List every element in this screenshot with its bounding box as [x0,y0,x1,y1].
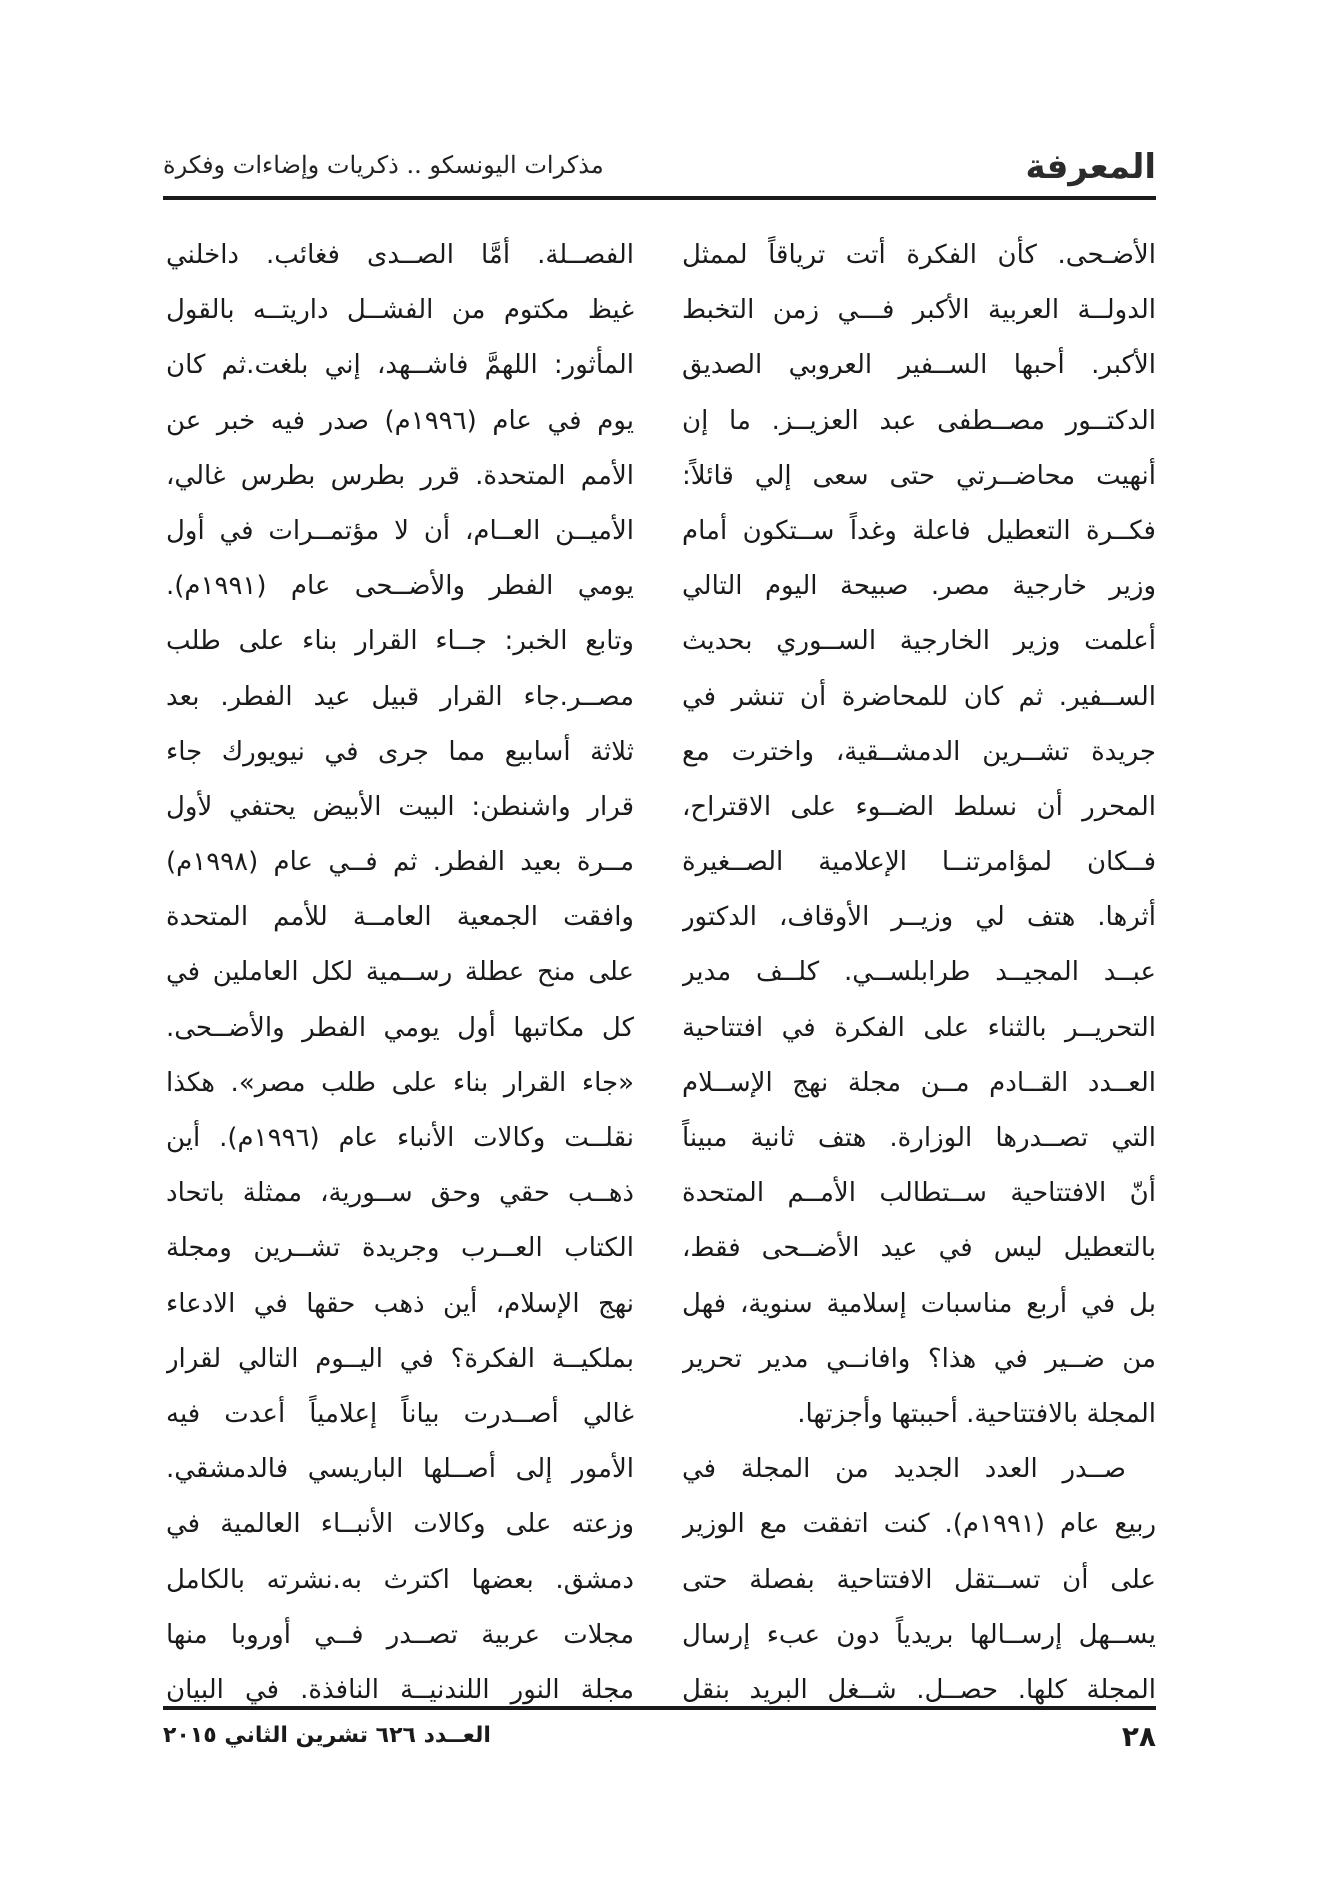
text-line: دمشق. بعضها اكترث به.نشرته بالكامل [166,1564,634,1595]
text-line: من ضــير في هذا؟ وافانــي مدير تحرير [682,1343,1156,1374]
text-line: بالتعطيل ليس في عيد الأضــحى فقط، [682,1233,1156,1264]
text-line: وافقت الجمعية العامــة للأمم المتحدة [166,902,634,933]
text-line: فــكان لمؤامرتنــا الإعلامية الصــغيرة [682,847,1156,878]
page-header [163,145,1156,195]
text-line: الدكتــور مصــطفى عبد العزيــز. ما إن [682,405,1156,436]
right-text-column [682,228,1156,1718]
text-line: مصــر.جاء القرار قبيل عيد الفطر. بعد [166,681,634,712]
text-line: الأمور إلى أصــلها الباريسي فالدمشقي. [166,1454,634,1485]
text-line: بل في أربع مناسبات إسلامية سنوية، فهل [682,1288,1156,1319]
text-line: وزير خارجية مصر. صبيحة اليوم التالي [682,571,1156,602]
text-line: الأمم المتحدة. قرر بطرس بطرس غالي، [166,460,634,491]
text-line: يوم في عام (١٩٩٦م) صدر فيه خبر عن [166,405,634,436]
text-line: المأثور: اللهمَّ فاشــهد، إني بلغت.ثم كان [166,350,634,381]
text-line: الدولــة العربية الأكبر فـــي زمن التخبط [682,295,1156,326]
text-line: العــدد القــادم مــن مجلة نهج الإســلام [682,1067,1156,1098]
text-line: أعلمت وزير الخارجية الســوري بحديث [682,626,1156,657]
text-line: ذهــب حقي وحق ســورية، ممثلة باتحاد [166,1178,634,1209]
text-line: ربيع عام (١٩٩١م). كنت اتفقت مع الوزير [682,1509,1156,1540]
text-line: الفصــلة. أمَّا الصــدى فغائب. داخلني [166,240,634,270]
text-line: فكــرة التعطيل فاعلة وغداً ســتكون أمام [682,515,1156,546]
text-line: عبــد المجيــد طرابلســي. كلــف مدير [682,957,1156,988]
text-line: يســهل إرســالها بريدياً دون عبء إرسال [682,1619,1156,1650]
text-line: وزعته على وكالات الأنبــاء العالمية في [166,1509,634,1540]
left-text-column [166,228,634,1718]
text-line: الأميــن العــام، أن لا مؤتمــرات في أول [166,515,634,546]
text-line: جريدة تشــرين الدمشــقية، واخترت مع [682,736,1156,767]
text-line: قرار واشنطن: البيت الأبيض يحتفي لأول [166,791,634,822]
header-divider [163,196,1156,200]
text-line: أثرها. هتف لي وزيــر الأوقاف، الدكتور [682,902,1156,933]
text-line: مــرة بعيد الفطر. ثم فــي عام (١٩٩٨م) [166,847,634,878]
text-line: غيظ مكتوم من الفشــل داريتــه بالقول [166,295,634,326]
text-line: على أن تســتقل الافتتاحية بفصلة حتى [682,1564,1156,1595]
text-line: نهج الإسلام، أين ذهب حقها في الادعاء [166,1288,634,1319]
text-line: المجلة كلها. حصــل. شــغل البريد بنقل [682,1674,1156,1705]
magazine-logo: المعرفة [1025,147,1156,187]
text-line: الأضـحى. كأن الفكرة أتت ترياقاً لممثل [682,240,1156,270]
text-line: الســفير. ثم كان للمحاضرة أن تنشر في [682,681,1156,712]
page-number: ٢٨ [1121,1720,1156,1753]
text-line: غالي أصــدرت بياناً إعلامياً أعدت فيه [166,1398,634,1429]
text-line: نقلــت وكالات الأنباء عام (١٩٩٦م). أين [166,1123,634,1153]
footer-divider [163,1706,1156,1710]
text-line: أنهيت محاضــرتي حتى سعى إلي قائلاً: [682,460,1156,491]
paragraph-start-line: صــدر العدد الجديد من المجلة في [682,1454,1126,1485]
text-line: كل مكاتبها أول يومي الفطر والأضــحى. [166,1012,634,1043]
issue-info: العــدد ٦٢٦ تشرين الثاني ٢٠١٥ [163,1723,491,1748]
text-line: «جاء القرار بناء على طلب مصر». هكذا [166,1067,634,1098]
text-line: التحريــر بالثناء على الفكرة في افتتاحية [682,1012,1156,1043]
text-line: بملكيــة الفكرة؟ في اليــوم التالي لقرار [166,1343,634,1374]
text-line: وتابع الخبر: جــاء القرار بناء على طلب [166,626,634,657]
text-line: الكتاب العــرب وجريدة تشــرين ومجلة [166,1233,634,1264]
running-title: مذكرات اليونسكو .. ذكريات وإضاءات وفكرة [163,151,604,179]
text-line: ثلاثة أسابيع مما جرى في نيويورك جاء [166,736,634,767]
text-line: مجلات عربية تصــدر فــي أوروبا منها [166,1619,634,1650]
text-line: المحرر أن نسلط الضــوء على الاقتراح، [682,791,1156,822]
text-line: يومي الفطر والأضــحى عام (١٩٩١م). [166,571,634,602]
text-line: الأكبر. أحبها الســفير العروبي الصديق [682,350,1156,381]
text-line: على منح عطلة رســمية لكل العاملين في [166,957,634,988]
text-line: أنّ الافتتاحية ســتطالب الأمــم المتحدة [682,1178,1156,1209]
text-line: التي تصــدرها الوزارة. هتف ثانية مبيناً [682,1123,1156,1153]
text-line: مجلة النور اللندنيــة النافذة. في البيان [166,1674,634,1705]
paragraph-end-line: المجلة بالافتتاحية. أحببتها وأجزتها. [797,1398,1156,1429]
